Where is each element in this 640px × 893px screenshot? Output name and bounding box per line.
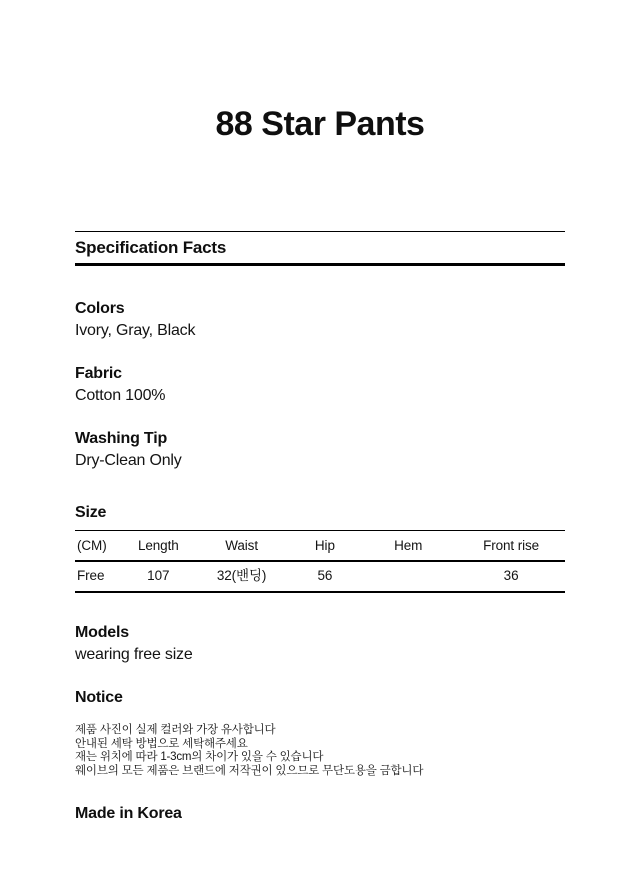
content-column xyxy=(75,0,565,825)
models-label: Models xyxy=(75,624,129,641)
cell-waist-value: 32(밴딩) xyxy=(193,561,291,592)
spec-block-washing-tip xyxy=(75,428,565,472)
header-cell-hem: Hem xyxy=(359,531,457,562)
models-value: wearing free size xyxy=(75,646,193,663)
spec-block-fabric xyxy=(75,363,565,407)
header-cell-hip: Hip xyxy=(291,531,360,562)
header-cell-waist: Waist xyxy=(193,531,291,562)
cell-hem-value xyxy=(359,561,457,592)
spec-block-models xyxy=(75,622,565,666)
colors-value: Ivory, Gray, Black xyxy=(75,322,196,339)
size-table-row-free xyxy=(75,561,565,592)
notice-heading: Notice xyxy=(75,689,123,706)
notice-line: 제품 사진이 실제 컬러와 가장 유사합니다 xyxy=(75,724,276,736)
made-in-korea-label: Made in Korea xyxy=(75,805,182,822)
size-heading: Size xyxy=(75,504,107,521)
cell-front-rise-value: 36 xyxy=(457,561,565,592)
header-cell-length: Length xyxy=(124,531,193,562)
cell-length-value: 107 xyxy=(124,561,193,592)
washing-tip-value: Dry-Clean Only xyxy=(75,452,182,469)
fabric-value: Cotton 100% xyxy=(75,387,166,404)
fabric-label: Fabric xyxy=(75,365,122,382)
specification-facts-label: Specification Facts xyxy=(75,238,227,257)
spec-block-colors xyxy=(75,298,565,342)
cell-hip-value: 56 xyxy=(291,561,360,592)
washing-tip-label: Washing Tip xyxy=(75,430,168,447)
specification-facts-header xyxy=(75,231,565,266)
notice-line: 안내된 세탁 방법으로 세탁해주세요 xyxy=(75,737,248,750)
size-table xyxy=(75,530,565,593)
cell-size-name: Free xyxy=(75,561,124,592)
notice-line: 재는 위치에 따라 1-3cm의 차이가 있을 수 있습니다 xyxy=(75,751,324,763)
header-cell-cm: (CM) xyxy=(75,531,124,562)
page-title: 88 Star Pants xyxy=(215,105,425,143)
notice-line: 웨이브의 모든 제품은 브랜드에 저작권이 있으므로 무단도용을 금합니다 xyxy=(75,764,424,777)
header-cell-front-rise: Front rise xyxy=(457,531,565,562)
notice-lines xyxy=(75,724,565,778)
colors-label: Colors xyxy=(75,300,125,317)
size-table-header-row xyxy=(75,531,565,562)
